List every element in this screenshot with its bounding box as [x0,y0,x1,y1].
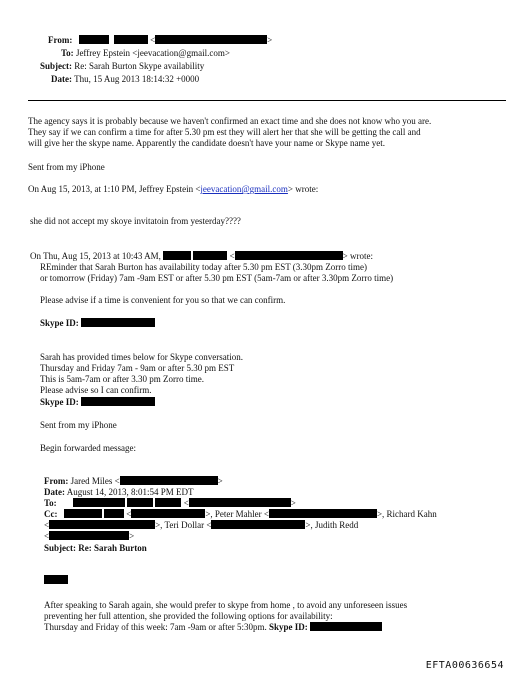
skype-id-row [40,318,155,328]
skype-id-label: Skype ID: [268,622,308,632]
fwd-cc-row: Cc: < >, Peter Mahler < >, Richard Kahn [44,509,437,519]
header-date-label: Date: [51,74,72,84]
body-line: she did not accept my skoye invitatoin from yesterday???? [30,216,241,226]
greeting-redaction [44,575,68,585]
body-line: The agency says it is probably because we haven't confirmed an exact time and she does not know who you are. [28,116,432,126]
header-to-value: Jeffrey Epstein <jeevacation@gmail.com> [75,48,230,58]
fwd-from-row: From: Jared Miles < > [44,476,223,486]
fwd-date-row: Date: August 14, 2013, 8:01:54 PM EDT [44,487,194,497]
sent-from-iphone: Sent from my iPhone [40,420,117,430]
header-to-label: To: [61,48,74,58]
fwd-cc-row-2: < >, Teri Dollar < >, Judith Redd [44,520,359,530]
header-date-value: Thu, 15 Aug 2013 18:14:32 +0000 [74,74,200,84]
redaction-box [269,509,377,518]
body-line: Please advise if a time is convenient for you so that we can confirm. [40,295,286,305]
quote-attribution: On Thu, Aug 15, 2013 at 10:43 AM, < > wrote: [30,251,373,261]
header-to-row [61,48,230,58]
begin-forwarded: Begin forwarded message: [40,443,136,453]
redaction-box [79,35,109,44]
header-date-row [51,74,199,84]
redaction-box [155,498,181,507]
body-line: Please advise so I can confirm. [40,385,152,395]
availability-row: Thursday and Friday of this week: 7am -9am or after 5:30pm. Skype ID: [44,622,382,632]
header-subject-row [40,61,204,71]
redaction-box [44,575,68,584]
header-from-row: From: < > [48,35,273,45]
redaction-box [310,622,382,631]
header-subject-value: Re: Sarah Burton Skype availability [74,61,205,71]
body-line: or tomorrow (Friday) 7am -9am EST or after 5.30 pm EST (5am-7am or after 3.30pm Zorro time) [40,273,394,283]
skype-id-row [40,397,155,407]
redaction-box [73,498,125,507]
email-link[interactable]: jeevacation@gmail.com [200,184,288,194]
skype-id-label: Skype ID: [40,397,79,407]
redaction-box [49,520,155,529]
body-line: preventing her full attention, she provided the following options for availability: [44,611,333,621]
header-subject-label: Subject: [40,61,72,71]
body-line: REminder that Sarah Burton has availability today after 5.30 pm EST (3.30pm Zorro time) [40,262,368,272]
document-id: EFTA00636654 [425,660,504,671]
body-line: This is 5am-7am or after 3.30 pm Zorro time. [40,374,204,384]
redaction-box [127,498,153,507]
body-line: will give her the skype name. Apparently the candidate doesn't have your name or Skype name yet. [28,138,386,148]
body-line: After speaking to Sarah again, she would prefer to skype from home , to avoid any unforeseen issues [44,600,408,610]
redaction-box [64,509,102,518]
redaction-box [211,520,305,529]
body-line: Sarah has provided times below for Skype conversation. [40,352,243,362]
quote-attribution: On Aug 15, 2013, at 1:10 PM, Jeffrey Epstein <jeevacation@gmail.com> wrote: [28,184,319,194]
header-from-label: From: [48,35,73,45]
body-line: They say if we can confirm a time for after 5.30 pm est they will alert her that she will be getting the call and [28,127,421,137]
redaction-box [155,35,267,44]
redaction-box [193,251,227,260]
redaction-box [235,251,343,260]
redaction-box [81,397,155,406]
redaction-box [163,251,191,260]
redaction-box [120,476,218,485]
skype-id-label: Skype ID: [40,318,79,328]
fwd-to-row: To: < > [44,498,296,508]
redaction-box [114,35,148,44]
fwd-cc-row-3: < > [44,531,135,541]
redaction-box [131,509,205,518]
body-line: Thursday and Friday 7am - 9am or after 5.30 pm EST [40,363,235,373]
redaction-box [189,498,291,507]
sent-from-iphone: Sent from my iPhone [28,162,105,172]
header-divider [28,100,506,101]
redaction-box [81,318,155,327]
redaction-box [49,531,129,540]
redaction-box [104,509,124,518]
fwd-subject-row: Subject: Re: Sarah Burton [44,543,147,553]
